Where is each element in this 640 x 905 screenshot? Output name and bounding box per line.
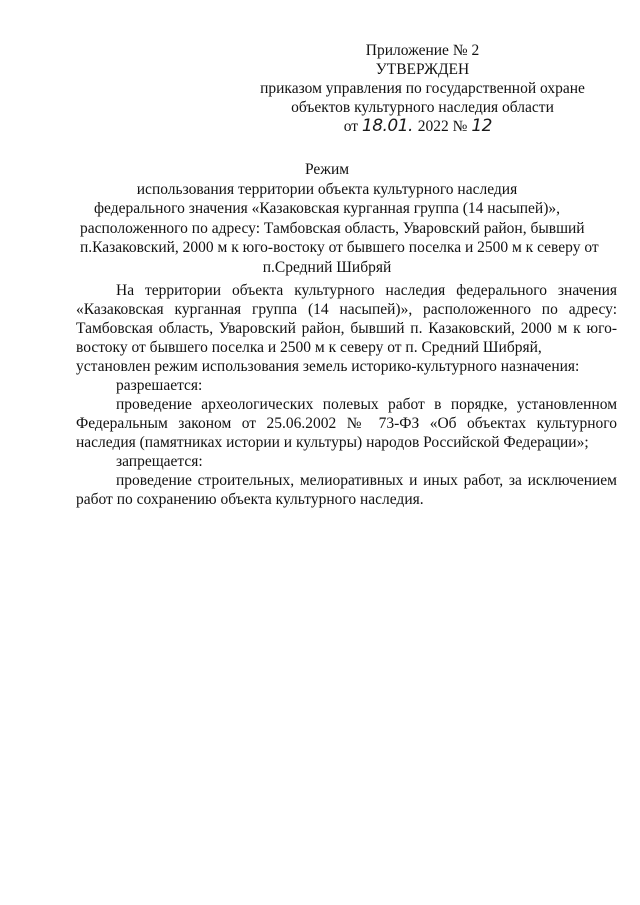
title-line: п.Казаковский, 2000 м к юго-востоку от бывшего поселка и 2500 м к северу от xyxy=(80,239,599,256)
paragraph-line: проведение археологических полевых работ в порядке, установленном xyxy=(116,396,617,413)
paragraph-line: Тамбовская область, Уваровский район, бывший п. Казаковский, 2000 м к юго- xyxy=(76,320,617,337)
document-body xyxy=(76,281,617,509)
title-line: расположенного по адресу: Тамбовская область, Уваровский район, бывший xyxy=(80,219,585,237)
paragraph-line: На территории объекта культурного наследия федерального значения xyxy=(116,282,617,299)
paragraph-line: «Казаковская курганная группа (14 насыпей)», расположенного по адресу: xyxy=(76,301,617,318)
forbidden-label: запрещается: xyxy=(116,453,203,470)
order-date-line xyxy=(250,117,595,136)
allowed-label: разрешается: xyxy=(116,377,203,394)
handwritten-date: 18.01. xyxy=(361,116,413,136)
paragraph-line: наследия (памятниках истории и культуры) народов Российской Федерации»; xyxy=(76,434,589,451)
document-title xyxy=(80,160,599,277)
title-line: п.Средний Шибряй xyxy=(262,258,392,276)
paragraph-line: установлен режим использования земель историко-культурного назначения: xyxy=(76,358,580,375)
paragraph-line: востоку от бывшего поселка и 2500 м к северу от п. Средний Шибряй, xyxy=(76,339,542,356)
approval-block xyxy=(250,41,595,136)
paragraph-line: проведение строительных, мелиоративных и иных работ, за исключением xyxy=(116,472,617,489)
title-line: использования территории объекта культурного наследия xyxy=(136,180,518,198)
title-line: федерального значения «Казаковская курганная группа (14 насыпей)», xyxy=(94,200,560,217)
order-issuer-line-2: объектов культурного наследия области xyxy=(291,99,554,116)
date-prefix: от xyxy=(343,118,359,135)
year-label: 2022 № xyxy=(417,118,468,135)
appendix-number: Приложение № 2 xyxy=(365,42,480,59)
order-issuer-line: приказом управления по государственной охране xyxy=(260,80,585,97)
approved-stamp-text: УТВЕРЖДЕН xyxy=(375,61,470,78)
paragraph-line: работ по сохранению объекта культурного наследия. xyxy=(76,491,424,508)
handwritten-order-number: 12 xyxy=(471,116,492,136)
title-heading: Режим xyxy=(304,161,350,178)
paragraph-line: Федеральным законом от 25.06.2002 № 73-ФЗ «Об объектах культурного xyxy=(76,415,617,432)
